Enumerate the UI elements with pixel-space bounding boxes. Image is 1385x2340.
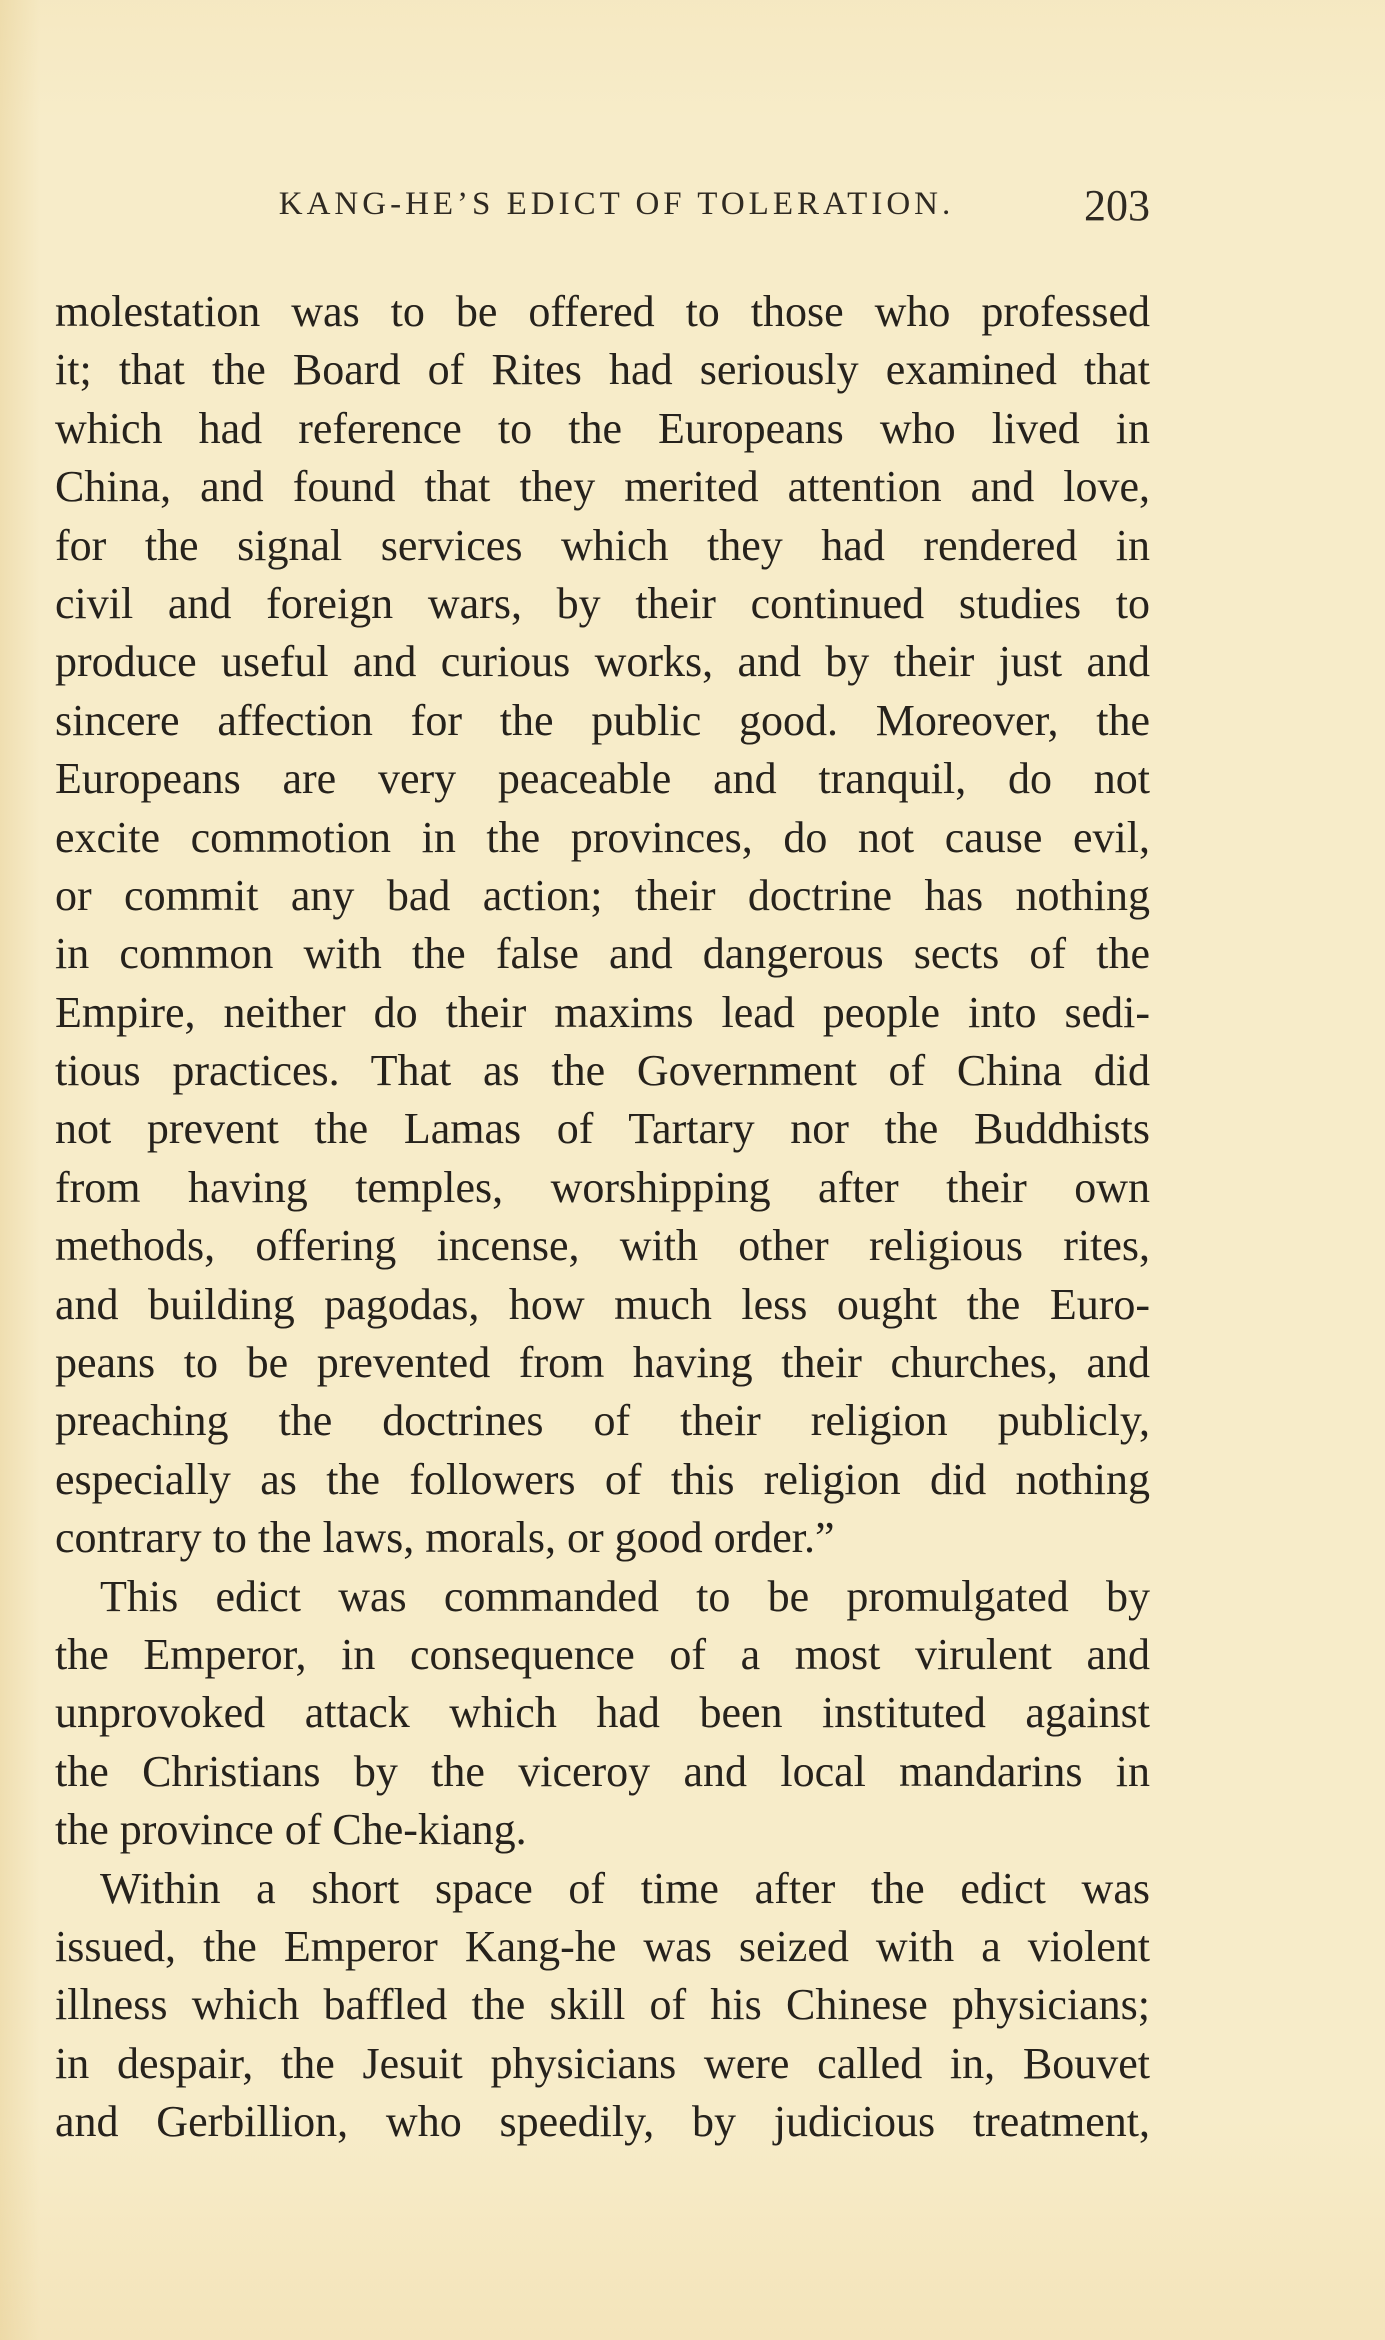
text-line: the Emperor, in consequence of a most virulent and [55,1629,1150,1679]
text-line: which had reference to the Europeans who lived in [55,403,1150,453]
text-line: or commit any bad action; their doctrine has nothing [55,870,1150,920]
text-line: the Christians by the viceroy and local mandarins in [55,1746,1150,1796]
text-line: issued, the Emperor Kang-he was seized with a violent [55,1921,1150,1971]
text-line: excite commotion in the provinces, do not cause evil, [55,812,1150,862]
text-line: Empire, neither do their maxims lead people into sedi- [55,987,1150,1037]
text-line: illness which baffled the skill of his Chinese physicians; [55,1980,1150,2030]
text-line: sincere affection for the public good. Moreover, the [55,695,1150,745]
text-line: This edict was commanded to be promulgated by [100,1571,1150,1621]
text-line: preaching the doctrines of their religion publicly, [55,1396,1150,1446]
text-line: peans to be prevented from having their churches, and [55,1338,1150,1388]
body-text [55,283,1150,2152]
text-line: in common with the false and dangerous sects of the [55,929,1150,979]
text-line: molestation was to be offered to those who professed [55,287,1150,336]
text-line: for the signal services which they had rendered in [55,520,1150,570]
page-header [55,180,1150,240]
text-line: from having temples, worshipping after their own [55,1162,1150,1212]
text-line: produce useful and curious works, and by their just and [55,637,1150,687]
text-line: civil and foreign wars, by their continued studies to [55,578,1150,628]
text-line: unprovoked attack which had been instituted against [55,1688,1150,1738]
text-line: methods, offering incense, with other religious rites, [55,1221,1150,1271]
text-line: especially as the followers of this religion did nothing [55,1454,1150,1504]
text-line: Europeans are very peaceable and tranquil, do not [55,754,1150,804]
text-line: China, and found that they merited attention and love, [55,462,1150,512]
text-line: and Gerbillion, who speedily, by judicious treatment, [55,2097,1150,2147]
text-line: not prevent the Lamas of Tartary nor the Buddhists [55,1104,1150,1154]
page-number: 203 [1084,181,1150,230]
text-line: and building pagodas, how much less ought the Euro- [55,1279,1150,1329]
running-title: KANG-HE’S EDICT OF TOLERATION. [278,186,955,222]
text-line: tious practices. That as the Government of China did [55,1046,1150,1096]
text-line: Within a short space of time after the edict was [100,1863,1150,1913]
text-line: the province of Che-kiang. [55,1805,527,1855]
text-line: in despair, the Jesuit physicians were called in, Bouvet [55,2038,1150,2088]
text-line: it; that the Board of Rites had seriously examined that [55,345,1150,395]
text-line: contrary to the laws, morals, or good order.” [55,1513,835,1563]
